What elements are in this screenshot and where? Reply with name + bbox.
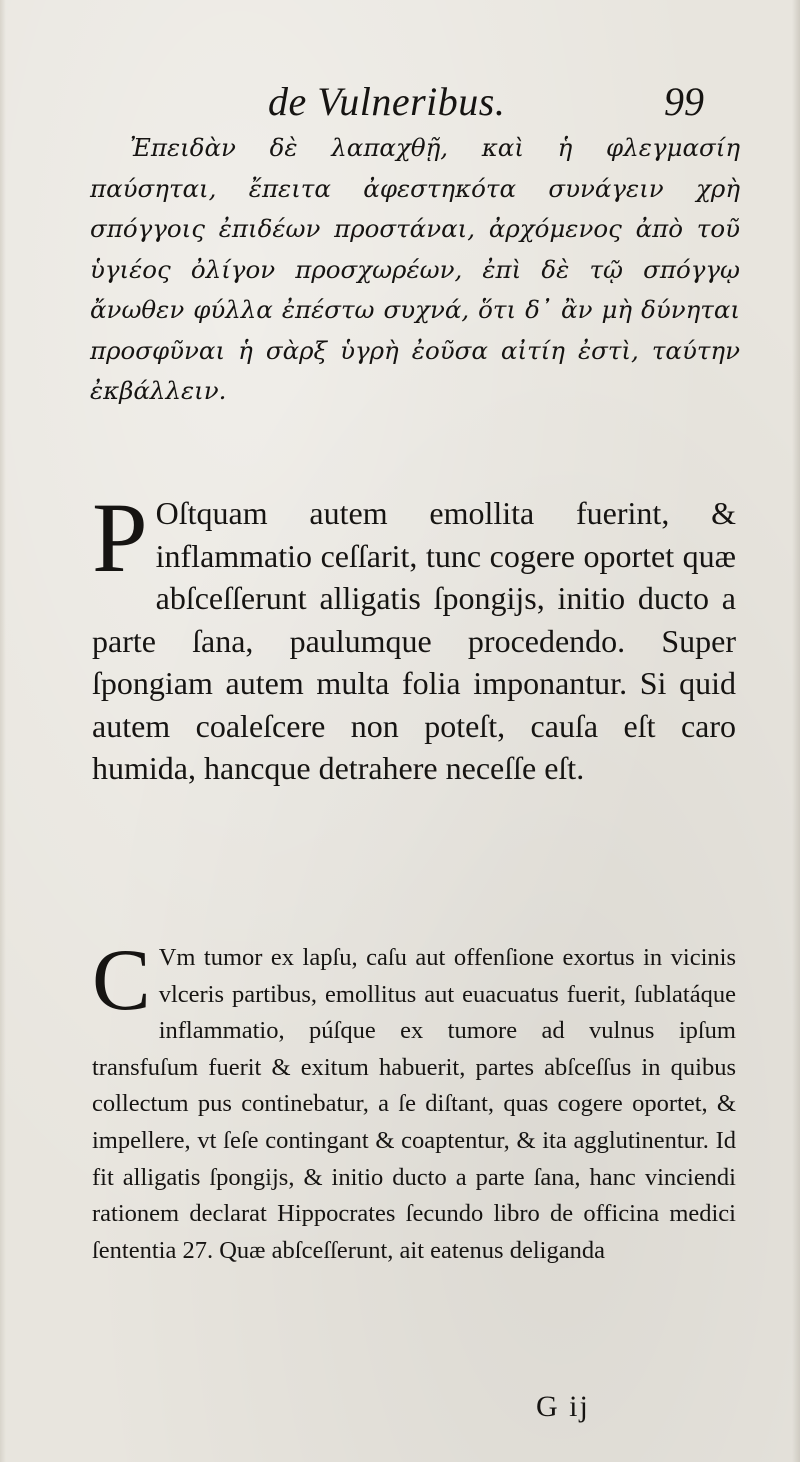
page-left-edge: [0, 0, 6, 1462]
latin-paragraph-2-text: Vm tumor ex lapſu, caſu aut offenſione exortus in vicinis vlceris partibus, emollitus aut euacuatus fuerit, ſublatáque inflammatio, púſque ex tumore ad vulnus ipſum transfuſum fuerit & exitum habuerit, partes abſceſſus in quibus collectum pus continebatur, a ſe diſtant, quas cogere oportet, & impellere, vt ſeſe contingant & coaptentur, & ita agglutinentur. Id fit alligatis ſpongijs, & initio ducto a parte ſana, hanc vinciendi rationem declarat Hippocrates ſecundo libro de officina medici ſententia 27. Quæ abſceſſerunt, ait eatenus deliganda: [92, 944, 736, 1264]
signature-mark: G ij: [536, 1390, 590, 1423]
latin-paragraph-2: [92, 932, 736, 1269]
latin-paragraph-1-text: Oſtquam autem emollita fuerint, & inflammatio ceſſarit, tunc cogere oportet quæ abſceſſerunt alligatis ſpongijs, initio ducto a parte ſana, paulumque procedendo. Super ſpongiam autem multa folia imponantur. Si quid autem coaleſcere non poteſt, cauſa eſt caro humida, hancque detrahere neceſſe eſt.: [92, 495, 736, 786]
latin-paragraph-1: [92, 482, 736, 790]
greek-passage: Ἐπειδὰν δὲ λαπαχθῇ, καὶ ἡ φλεγμασίη παύσηται, ἔπειτα ἀφεστηκότα συνάγειν χρὴ σπόγγοις ἐπιδέων προστάναι, ἀρχόμενος ἀπὸ τοῦ ὑγιέος ὀλίγον προσχωρέων, ἐπὶ δὲ τῷ σπόγγῳ ἄνωθεν φύλλα ἐπέστω συχνά, ὅτι δ᾽ ἂν μὴ δύνηται προσφῦναι ἡ σὰρξ ὑγρὴ ἐοῦσα αἰτίη ἐστὶ, ταύτην ἐκβάλλειν.: [90, 133, 740, 405]
running-head: de Vulneribus.: [268, 79, 506, 124]
page-number: 99: [664, 79, 704, 124]
drop-cap-initial: C: [92, 932, 151, 1029]
page-right-edge: [792, 0, 800, 1462]
drop-cap-initial: P: [92, 482, 148, 593]
